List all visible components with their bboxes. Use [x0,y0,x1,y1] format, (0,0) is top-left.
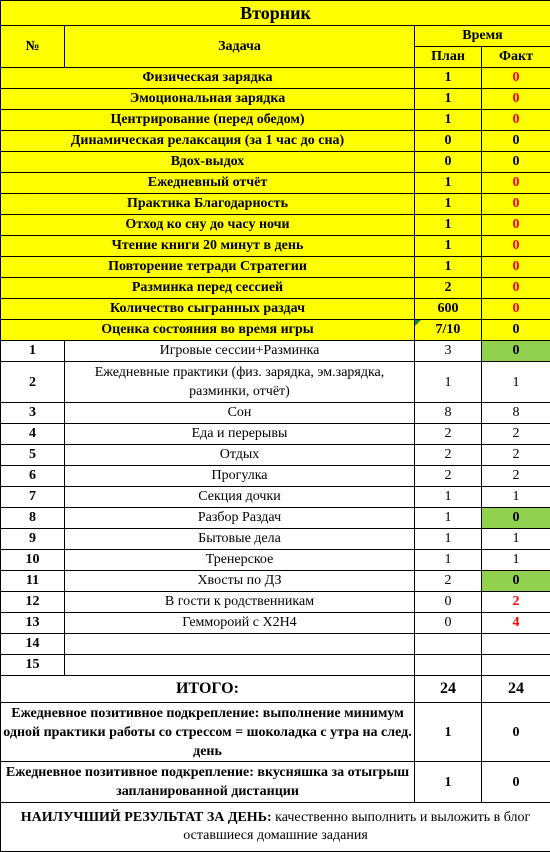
task-fact: 0 [482,571,550,592]
best-result-text: качественно выполнить и выложить в блог оставшиеся домашние задания [183,810,531,843]
task-num: 10 [1,550,65,571]
task-fact [482,655,550,676]
header-plan: План [415,47,482,68]
task-fact: 1 [482,550,550,571]
practice-fact: 0 [482,215,550,236]
practice-fact: 0 [482,131,550,152]
reinforcement-plan: 1 [415,762,482,803]
practice-task: Физическая зарядка [1,68,415,89]
header-num: № [1,26,65,68]
task-name: Тренерское [65,550,415,571]
header-task: Задача [65,26,415,68]
total-fact: 24 [482,676,550,703]
task-num: 8 [1,508,65,529]
practice-plan: 1 [415,173,482,194]
reinforcement-text: Ежедневное позитивное подкрепление: выполнение минимум одной практики работы со стрессом = шоколадка с утра на след. день [1,703,415,762]
practice-task: Практика Благодарность [1,194,415,215]
task-row [1,341,550,362]
practice-row [1,89,550,110]
practice-row [1,173,550,194]
practice-task: Центрирование (перед обедом) [1,110,415,131]
task-num: 4 [1,424,65,445]
task-num: 14 [1,634,65,655]
task-row [1,613,550,634]
practice-row [1,236,550,257]
reinforcement-text: Ежедневное позитивное подкрепление: вкусняшка за отыгрыш запланированной дистанции [1,762,415,803]
practice-row [1,278,550,299]
task-plan: 0 [415,592,482,613]
practice-fact: 0 [482,236,550,257]
practice-plan: 1 [415,257,482,278]
task-row [1,362,550,403]
task-num: 9 [1,529,65,550]
task-fact: 4 [482,613,550,634]
task-name [65,655,415,676]
practice-plan: 1 [415,215,482,236]
practice-task: Динамическая релаксация (за 1 час до сна) [1,131,415,152]
practice-row [1,257,550,278]
task-fact: 0 [482,341,550,362]
practice-fact: 0 [482,257,550,278]
task-num: 11 [1,571,65,592]
task-name: Геммороий с Х2Н4 [65,613,415,634]
task-num: 3 [1,403,65,424]
task-fact: 2 [482,592,550,613]
total-plan: 24 [415,676,482,703]
task-name: Сон [65,403,415,424]
task-row [1,508,550,529]
practice-fact: 0 [482,173,550,194]
total-row [1,676,550,703]
task-num: 2 [1,362,65,403]
title-row [1,1,550,26]
practice-task: Эмоциональная зарядка [1,89,415,110]
practice-task: Повторение тетради Стратегии [1,257,415,278]
practice-row [1,194,550,215]
practice-row [1,320,550,341]
practice-plan: 7/10 [415,320,482,341]
task-name: Хвосты по ДЗ [65,571,415,592]
task-fact: 2 [482,424,550,445]
total-label: ИТОГО: [1,676,415,703]
task-num: 12 [1,592,65,613]
reinforcement-plan: 1 [415,703,482,762]
task-row [1,529,550,550]
practice-task: Отход ко сну до часу ночи [1,215,415,236]
practice-plan: 0 [415,131,482,152]
task-name: Еда и перерывы [65,424,415,445]
task-plan: 2 [415,571,482,592]
task-plan: 1 [415,362,482,403]
task-num: 15 [1,655,65,676]
practice-task: Чтение книги 20 минут в день [1,236,415,257]
practice-task: Вдох-выдох [1,152,415,173]
task-num: 13 [1,613,65,634]
best-result [1,803,550,852]
task-fact: 1 [482,487,550,508]
task-num: 7 [1,487,65,508]
practice-task: Ежедневный отчёт [1,173,415,194]
practice-task: Количество сыгранных раздач [1,299,415,320]
practice-plan: 1 [415,89,482,110]
practice-plan: 600 [415,299,482,320]
practice-task: Оценка состояния во время игры [1,320,415,341]
practice-row [1,299,550,320]
task-num: 5 [1,445,65,466]
task-fact: 2 [482,445,550,466]
practice-plan: 1 [415,110,482,131]
task-row [1,403,550,424]
task-fact: 1 [482,529,550,550]
task-plan: 3 [415,341,482,362]
task-plan: 0 [415,613,482,634]
practice-fact: 0 [482,278,550,299]
practice-row [1,152,550,173]
practice-row [1,215,550,236]
task-plan: 8 [415,403,482,424]
task-name: В гости к родственникам [65,592,415,613]
best-result-row [1,803,550,852]
task-name: Разбор Раздач [65,508,415,529]
header-row [1,26,550,47]
practice-plan: 1 [415,194,482,215]
task-row [1,592,550,613]
reinforcement-row [1,703,550,762]
practice-fact: 0 [482,320,550,341]
task-plan: 2 [415,424,482,445]
reinforcement-fact: 0 [482,762,550,803]
header-time: Время [415,26,550,47]
task-row [1,466,550,487]
task-fact [482,634,550,655]
reinforcement-fact: 0 [482,703,550,762]
task-num: 6 [1,466,65,487]
practice-fact: 0 [482,89,550,110]
practice-task: Разминка перед сессией [1,278,415,299]
practice-fact: 0 [482,194,550,215]
best-result-label: НАИЛУЧШИЙ РЕЗУЛЬТАТ ЗА ДЕНЬ: [20,810,272,825]
practice-fact: 0 [482,110,550,131]
task-name: Секция дочки [65,487,415,508]
reinforcement-row [1,762,550,803]
task-plan: 1 [415,550,482,571]
task-row [1,424,550,445]
task-plan: 1 [415,487,482,508]
task-plan [415,655,482,676]
practice-fact: 0 [482,68,550,89]
practice-fact: 0 [482,152,550,173]
task-name: Бытовые дела [65,529,415,550]
task-name [65,634,415,655]
task-row [1,655,550,676]
task-row [1,445,550,466]
practice-plan: 1 [415,236,482,257]
task-row [1,571,550,592]
task-fact: 0 [482,508,550,529]
task-name: Прогулка [65,466,415,487]
task-row [1,634,550,655]
task-plan: 1 [415,529,482,550]
task-plan: 1 [415,508,482,529]
practice-plan: 2 [415,278,482,299]
task-name: Ежедневные практики (физ. зарядка, эм.зарядка, разминки, отчёт) [65,362,415,403]
task-plan: 2 [415,445,482,466]
task-plan [415,634,482,655]
day-title: Вторник [1,1,550,26]
task-name: Отдых [65,445,415,466]
task-name: Игровые сессии+Разминка [65,341,415,362]
task-plan: 2 [415,466,482,487]
task-fact: 1 [482,362,550,403]
task-num: 1 [1,341,65,362]
practice-plan: 1 [415,68,482,89]
practice-row [1,131,550,152]
task-row [1,550,550,571]
practice-row [1,110,550,131]
practice-plan: 0 [415,152,482,173]
task-fact: 2 [482,466,550,487]
task-fact: 8 [482,403,550,424]
header-fact: Факт [482,47,550,68]
practice-row [1,68,550,89]
task-row [1,487,550,508]
practice-fact: 0 [482,299,550,320]
